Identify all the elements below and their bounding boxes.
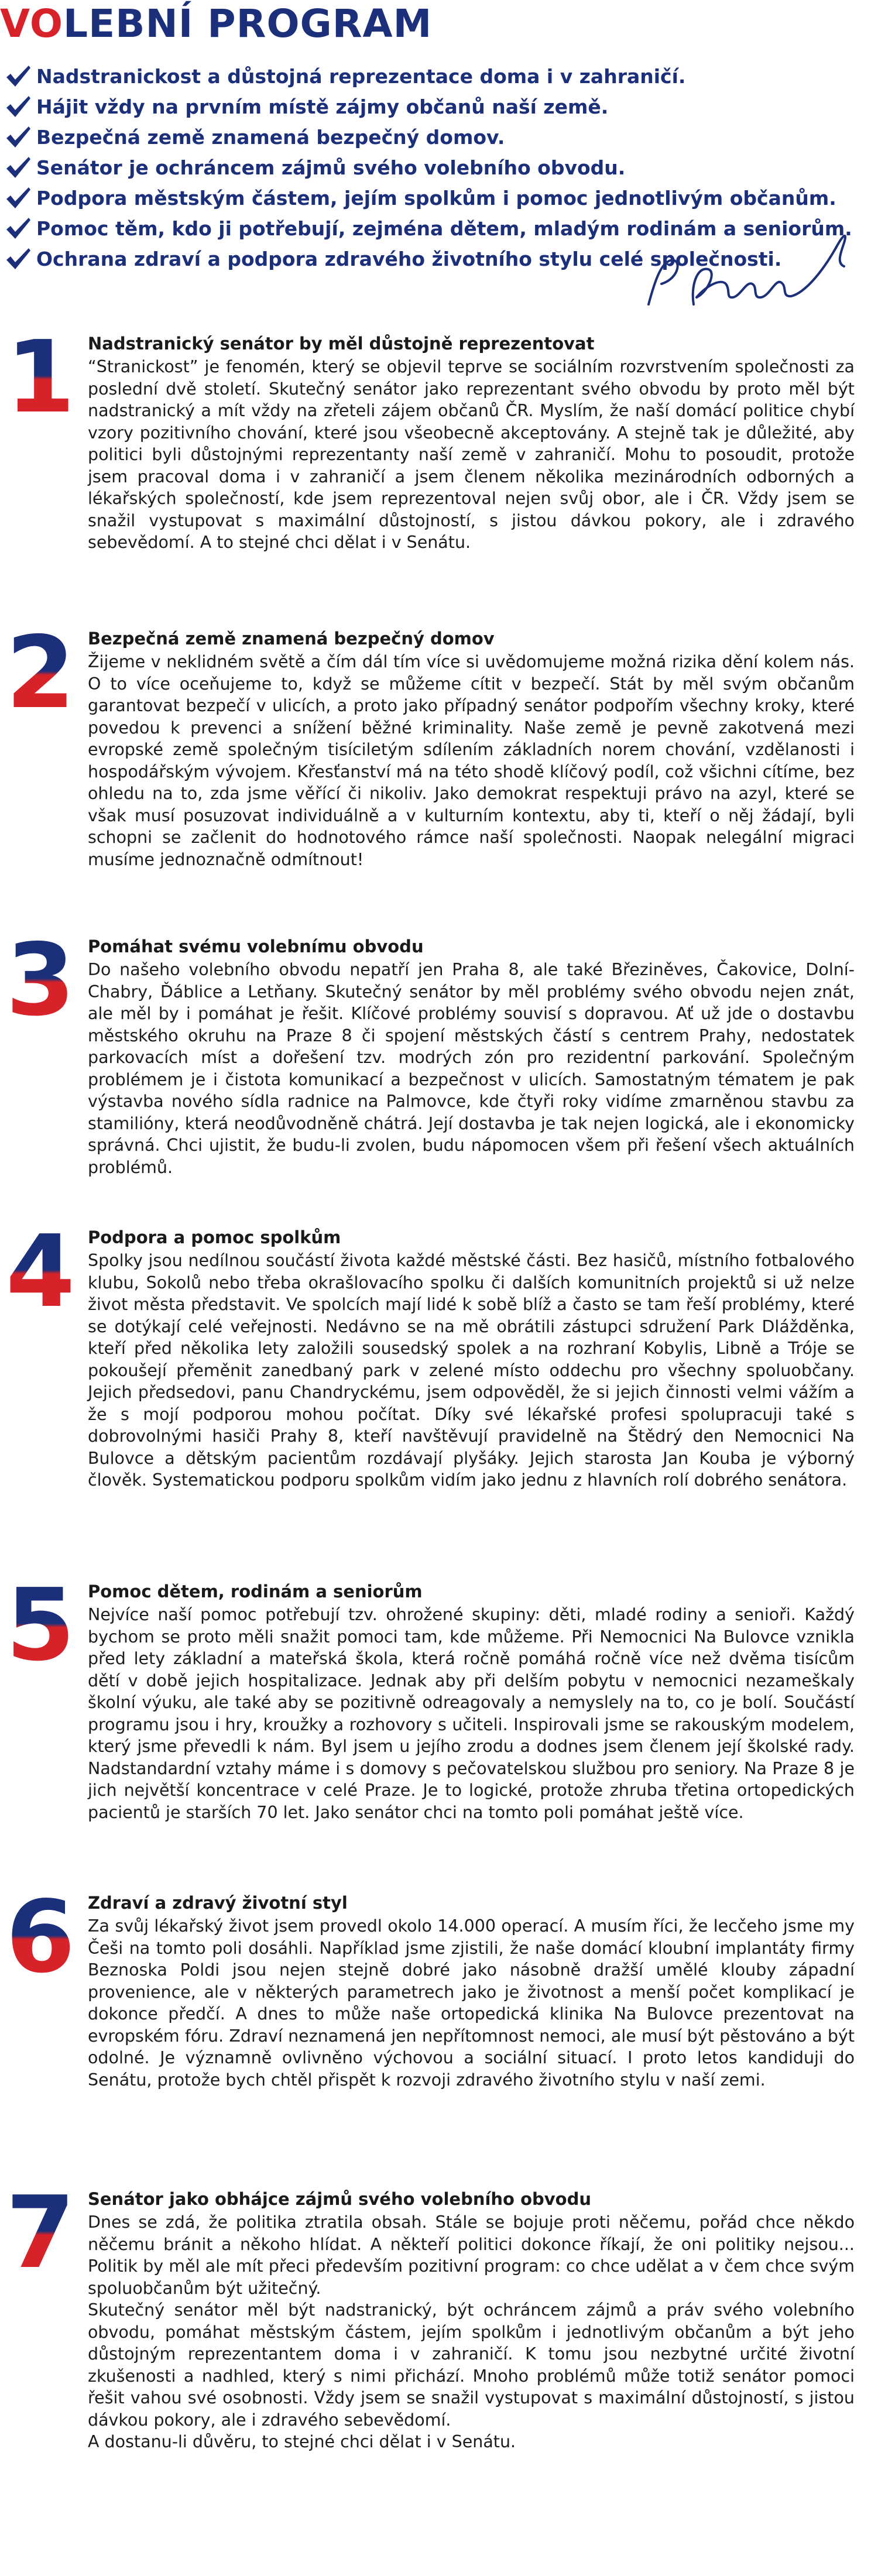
page-title — [0, 1, 433, 46]
checklist-text: Podpora městským částem, jejím spolkům i pomoc jednotlivým občanům. — [36, 186, 836, 210]
section-text: Za svůj lékařský život jsem provedl okolo 14.000 operací. A musím říci, že lecčeho jsme my Češi na tomto poli dosáhli. Například jsme zjistili, že naše domácí kloubní implantáty firmy Beznoska Poldi jsou nejen stejně dobré jako násobně dražší umělé klouby západní provenience, ale v některých parametrech jako je životnost a menší počet komplikací je dokonce předčí. A dnes to může naše ortopedická klinika Na Bulovce prezentovat na evropském fóru. Zdraví neznamená jen nepřítomnost nemoci, ale musí být pěstováno a být odolné. Je významně ovlivněno výchovou a sociální situací. I proto letos kandiduji do Senátu, protože bych chtěl přispět k rozvoji zdravého životního stylu v naší zemi. — [88, 1916, 855, 2090]
section-heading: Nadstranický senátor by měl důstojně reprezentovat — [88, 334, 595, 354]
checkmark-icon — [5, 155, 32, 180]
section-text: Žijeme v neklidném světě a čím dál tím více si uvědomujeme možná rizika dění kolem nás. O to více oceňujeme to, když se můžeme cítit v bezpečí. Stát by měl svým občanům garantovat bezpečí v ulicích, a proto jako případný senátor podpořím všechny kroky, které povedou k prevenci a snížení běžné kriminality. Naše země je pevně zakotvená mezi evropské země společným tisíciletým sdílením základních norem chování, vzdělanosti i hospodářským vývojem. Křesťanství má na této shodě klíčový podíl, což všichni cítíme, bez ohledu na to, zda jsme věřící či nikoliv. Jako demokrat respektuji právo na azyl, které se však musí posuzovat individuálně a v kulturním kontextu, aby ti, kteří o něj žádají, byli schopni se začlenit do hodnotového rámce naší společnosti. Naopak nelegální migraci musíme jednoznačně odmítnout! — [88, 652, 855, 869]
section-number-1: 1 — [6, 320, 76, 435]
checklist-text: Hájit vždy na prvním místě zájmy občanů naší země. — [36, 95, 609, 118]
checkmark-icon — [5, 216, 32, 241]
checkmark-icon — [5, 125, 32, 149]
program-section-2 — [88, 627, 855, 870]
section-text: Dnes se zdá, že politika ztratila obsah. Stále se bojuje proti něčemu, pořád chce někdo něčemu bránit a někoho hlídat. A někteří politici dokonce říkají, že oni politiky nejsou... Politik by měl ale mít přeci především pozitivní program: co chce udělat a v čem chce svým spoluobčanům být užitečný. Skutečný senátor měl být nadstranický, být ochráncem zájmů a práv svého volebního obvodu, pomáhat městským částem, jejím spolkům i jednotlivým občanům a být jeho důstojným reprezentantem doma i v zahraničí. K tomu jsou nezbytné určité životní zkušenosti a nadhled, který s nimi přichází. Mnoho problémů může totiž senátor pomoci řešit vahou své osobnosti. Vždy jsem se snažil vystupovat s maximální důstojností, s jistou dávkou pokory, ale i zdravého sebevědomí. A dostanu-li důvěru, to stejné chci dělat i v Senátu. — [88, 2213, 855, 2451]
section-number-3: 3 — [6, 922, 76, 1038]
section-heading: Senátor jako obhájce zájmů svého volebního obvodu — [88, 2189, 591, 2209]
checklist-item — [5, 183, 852, 213]
checklist-item — [5, 122, 852, 152]
program-section-3 — [88, 935, 855, 1178]
checklist-text: Bezpečná země znamená bezpečný domov. — [36, 125, 505, 149]
section-heading: Pomáhat svému volebnímu obvodu — [88, 937, 424, 956]
program-section-5 — [88, 1580, 855, 1823]
checkmark-icon — [5, 246, 32, 271]
checkmark-icon — [5, 94, 32, 119]
checklist-text: Ochrana zdraví a podpora zdravého životního stylu celé společnosti. — [36, 247, 782, 270]
section-number-5: 5 — [6, 1567, 76, 1683]
program-section-1 — [88, 332, 855, 554]
checklist-text: Nadstranickost a důstojná reprezentace doma i v zahraničí. — [36, 64, 686, 88]
section-text: Nejvíce naší pomoc potřebují tzv. ohrožené skupiny: děti, mladé rodiny a senioři. Každý bychom se proto měli snažit pomoci tam, kde můžeme. Při Nemocnici Na Bulovce vznikla před lety základní a mateřská škola, která ročně pomáhá ročně více než dvěma tisícům dětí v době jejich hospitalizace. Jednak aby při delším pobytu v nemocnici nezameškaly školní výuku, ale také aby se pozitivně odreagovaly a nemyslely na to, co je bolí. Součástí programu jsou i hry, kroužky a rozhovory s učiteli. Inspirovali jsme se rakouským modelem, který jsme převedli k nám. Byl jsem u jejího zrodu a dodnes jsem členem její školské rady. Nadstandardní vztahy máme i s domovy s pečovatelskou službou pro seniory. Na Praze 8 je jich největší koncentrace v celé Praze. Je to logické, protože zhruba třetina ortopedických pacientů je starších 70 let. Jako senátor chci na tomto poli pomáhat ještě více. — [88, 1605, 855, 1822]
checklist-text: Senátor je ochráncem zájmů svého volebního obvodu. — [36, 156, 626, 179]
checklist-item — [5, 152, 852, 183]
section-number-6: 6 — [6, 1879, 76, 1995]
section-text: “Stranickost” je fenomén, který se objevil teprve se sociálním rozvrstvením společnosti za poslední dvě století. Skutečný senátor jako reprezentant svého obvodu by proto měl být nadstranický a mít vždy na zřeteli zájem občanů ČR. Myslím, že naší domácí politice chybí vzory pozitivního chování, které jsou všeobecně akceptovány. A stejně tak je důležité, aby politici byli důstojnými reprezentanty naší země v zahraničí. Mohu to posoudit, protože jsem pracoval doma i v zahraničí a jsem členem několika mezinárodních odborných a lékařských společností, kde jsem reprezentoval nejen svůj obor, ale i ČR. Vždy jsem se snažil vystupovat s maximální důstojností, s jistou dávkou pokory, ale i zdravého sebevědomí. A to stejné chci dělat i v Senátu. — [88, 357, 855, 552]
section-text: Spolky jsou nedílnou součástí života každé městské části. Bez hasičů, místního fotbalového klubu, Sokolů nebo třeba okrašlovacího spolku či dalších komunitních projektů si už nelze život města představit. Ve spolcích mají lidé k sobě blíž a často se tam řeší problémy, které se dotýkají celé veřejnosti. Nedávno se na mě obrátili zástupci sdružení Park Dlážděnka, kteří před několika lety založili sousedský spolek a na rozhraní Kobylis, Libně a Tróje se pokoušejí přeměnit zanedbaný park v zelené místo oddechu pro všechny spoluobčany. Jejich předsedovi, panu Chandryckému, jsem odpověděl, že si jejich činnosti velmi vážím a že s mojí podporou mohou počítat. Díky své lékařské profesi spolupracuji také s dobrovolnými hasiči Prahy 8, kteří navštěvují pravidelně na Štědrý den Nemocnici Na Bulovce a dětským pacientům rozdávají plyšáky. Jejich starosta Jan Kouba je výborný člověk. Systematickou podporu spolkům vidím jako jednu z hlavních rolí dobrého senátora. — [88, 1251, 855, 1490]
checkmark-icon — [5, 186, 32, 210]
program-section-6 — [88, 1892, 855, 2091]
section-heading: Podpora a pomoc spolkům — [88, 1227, 341, 1247]
section-number-2: 2 — [6, 615, 76, 731]
title-accent: VO — [0, 1, 64, 46]
title-rest: LEBNÍ PROGRAM — [63, 1, 433, 46]
checklist-item — [5, 61, 852, 91]
program-section-7 — [88, 2188, 855, 2453]
section-heading: Pomoc dětem, rodinám a seniorům — [88, 1582, 423, 1601]
signature — [638, 222, 855, 316]
checkmark-icon — [5, 64, 32, 88]
section-text: Do našeho volebního obvodu nepatří jen Praha 8, ale také Březiněves, Čakovice, Dolní-Chabry, Ďáblice a Letňany. Skutečný senátor by měl problémy svého obvodu nejen znát, ale měl by i pomáhat je řešit. Klíčové problémy souvisí s dopravou. Ať už jde o dostavbu městského okruhu na Praze 8 či spojení městských částí s centrem Prahy, nedostatek parkovacích míst a dořešení tzv. modrých zón pro rezidentní parkování. Společným problémem je i čistota komunikací a bezpečnost v ulicích. Samostatným tématem je pak výstavba nového sídla radnice na Palmovce, kde čtyři roky vidíme zmarněnou stavbu za stamilióny, která neodůvodněně chátrá. Její dostavba je tak nejen logická, ale i ekonomicky správná. Chci ujistit, že budu-li zvolen, budu nápomocen všem při řešení všech aktuálních problémů. — [88, 960, 855, 1177]
checklist-text: Pomoc těm, kdo ji potřebují, zejména dětem, mladým rodinám a seniorům. — [36, 217, 852, 240]
checklist-item — [5, 91, 852, 122]
section-number-7: 7 — [6, 2175, 76, 2291]
section-number-4: 4 — [6, 1214, 76, 1330]
section-heading: Bezpečná země znamená bezpečný domov — [88, 629, 495, 649]
program-section-4 — [88, 1226, 855, 1491]
section-heading: Zdraví a zdravý životní styl — [88, 1893, 348, 1913]
